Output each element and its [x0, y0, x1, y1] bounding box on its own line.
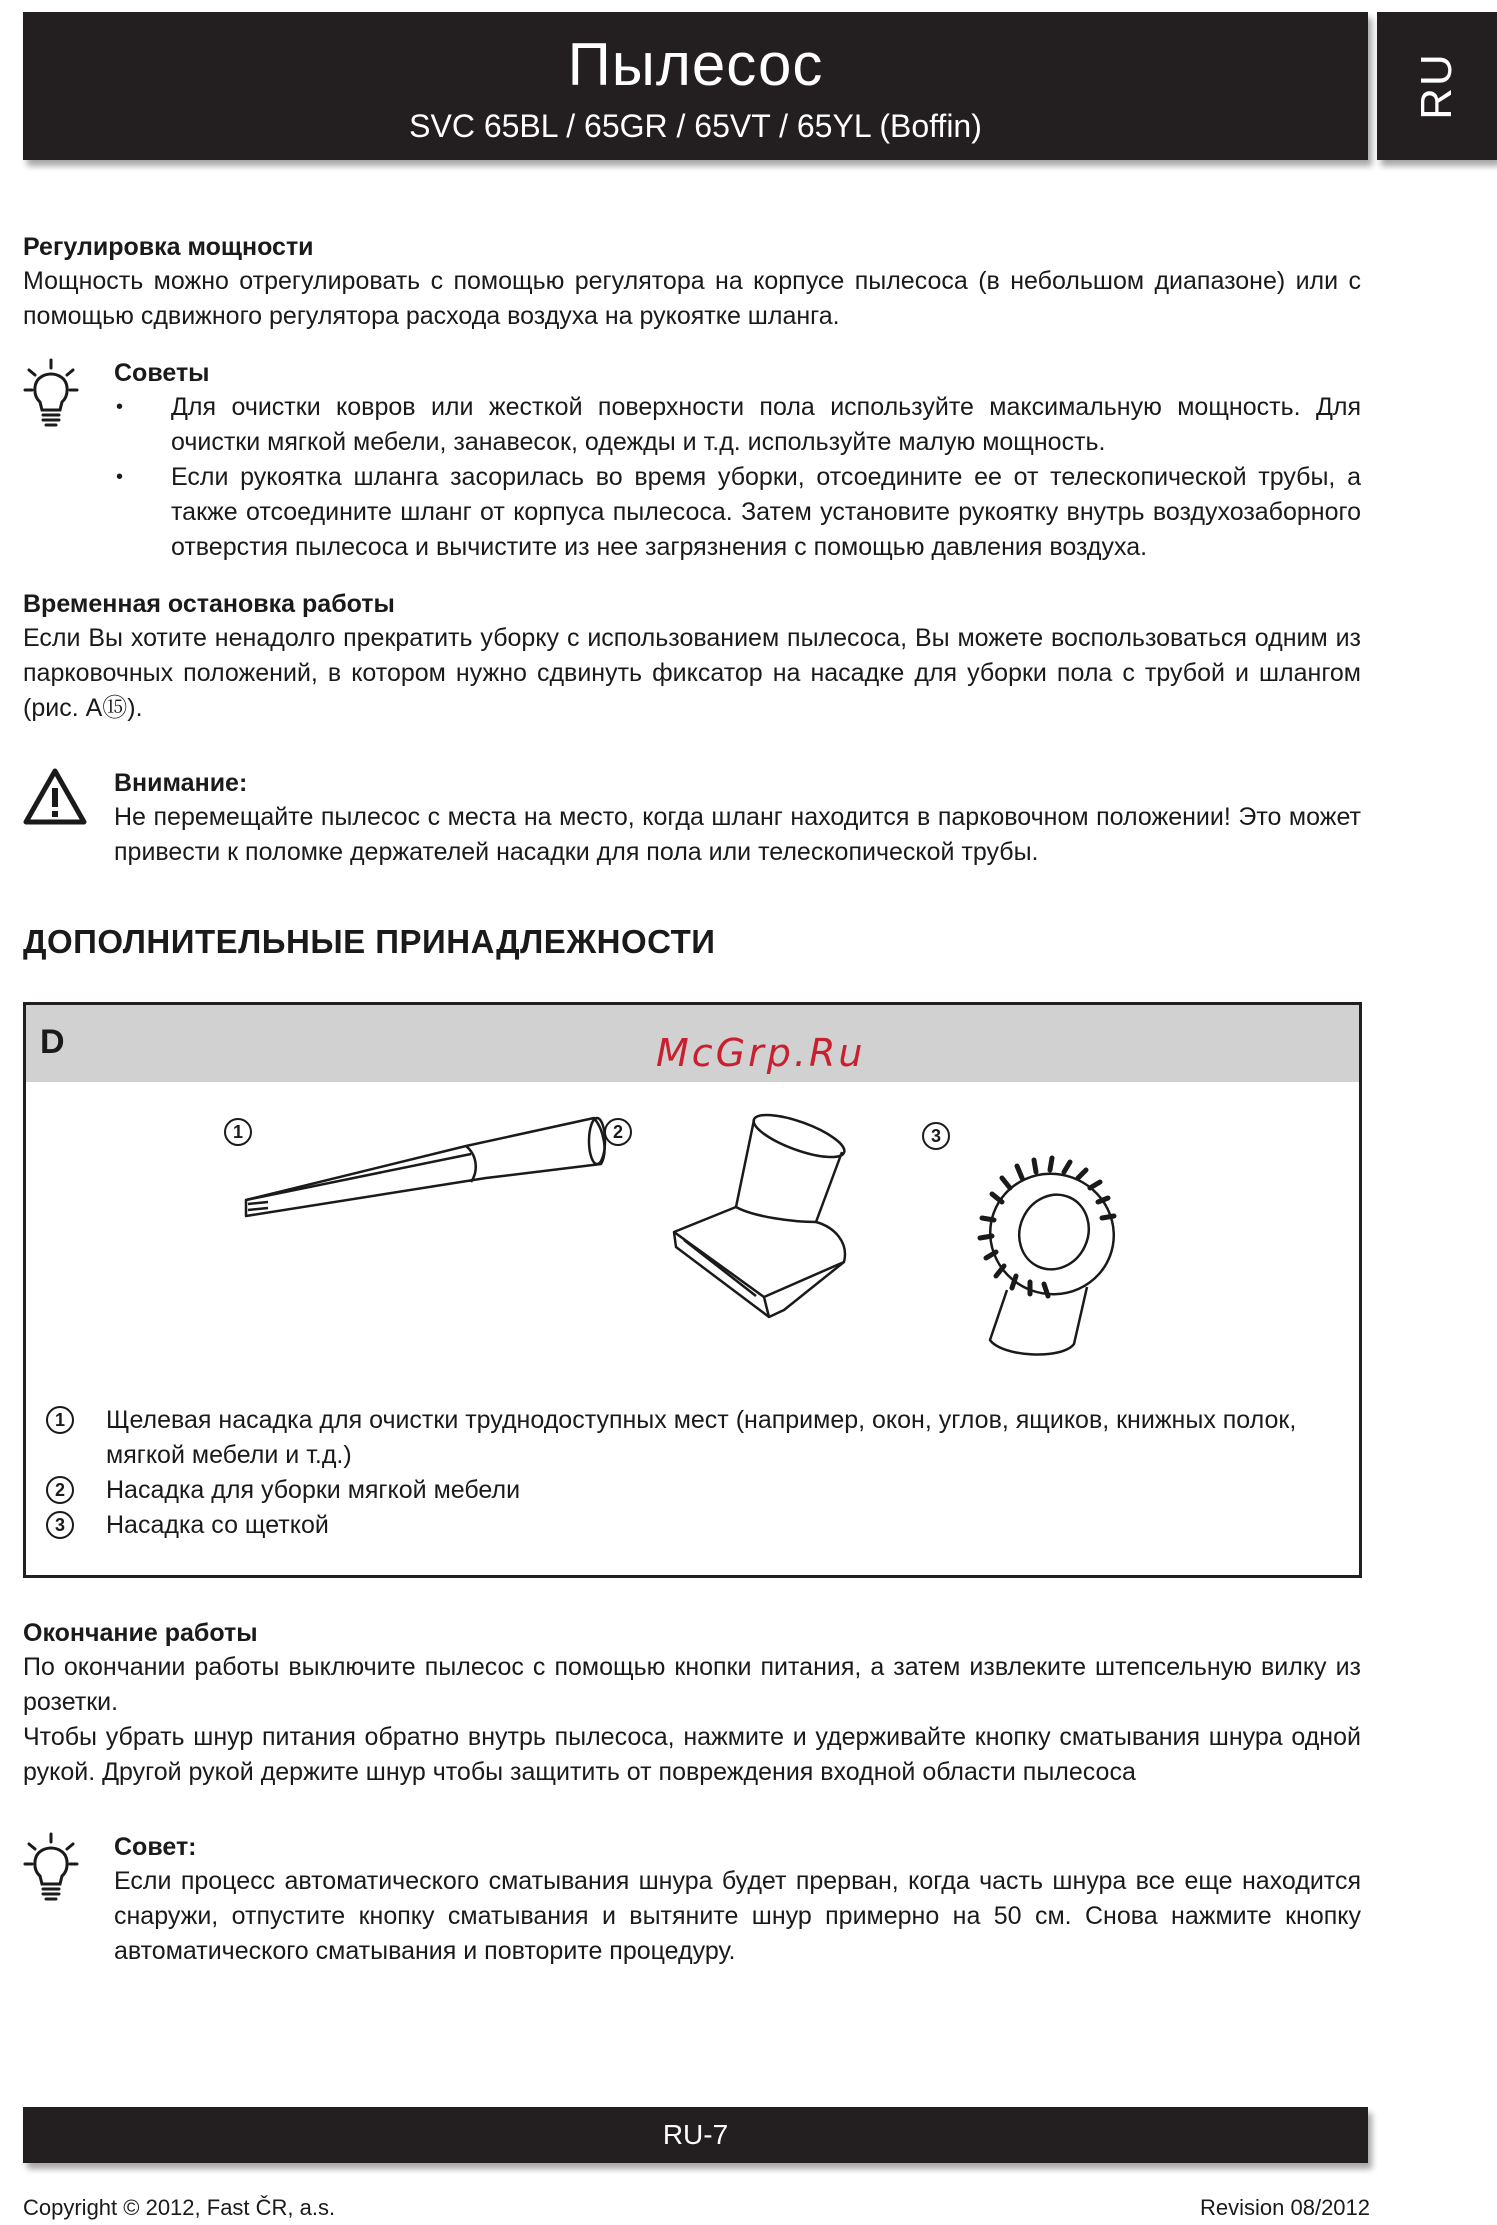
figure-images	[26, 1082, 1359, 1382]
legend-text: Щелевая насадка для очистки труднодоступных мест (например, окон, углов, ящиков, книжных полок, мягкой мебели и т.д.)	[106, 1406, 1297, 1469]
figure-letter: D	[40, 1023, 65, 1061]
page-number: RU-7	[662, 2119, 729, 2150]
legend-number: 3	[46, 1511, 74, 1539]
tips-list	[114, 390, 1361, 565]
language-label: RU	[1412, 52, 1461, 120]
warning-icon	[23, 768, 87, 826]
tips-heading: Советы	[114, 359, 210, 387]
lightbulb-icon	[23, 1832, 79, 1904]
page-number-bar	[23, 2107, 1368, 2163]
legend-row	[46, 1473, 1336, 1508]
figure-number: 1	[224, 1118, 252, 1146]
main-content	[23, 230, 1361, 1991]
legend-text: Насадка для уборки мягкой мебели	[106, 1476, 521, 1504]
pause-section	[23, 587, 1361, 726]
legend-row	[46, 1508, 1336, 1543]
list-item: • Для очистки ковров или жесткой поверхности пола используйте максимальную мощность. Для очистки мягкой мебели, занавесок, одежды и т.д. используйте малую мощность.	[114, 390, 1361, 460]
warning-text: Не перемещайте пылесос с места на место, когда шланг находится в парковочном положении! Это может привести к поломке держателей насадки для пола или телескопической трубы.	[114, 803, 1361, 866]
tip-heading: Совет:	[114, 1833, 197, 1861]
figure-number: 2	[604, 1118, 632, 1146]
legend-row	[46, 1403, 1336, 1473]
tip-text: Если процесс автоматического сматывания шнура будет прерван, когда часть шнура все еще находится снаружи, отпустите кнопку сматывания и вытяните шнур примерно на 50 см. Снова нажмите кнопку автоматического сматывания и повторите процедуру.	[114, 1867, 1361, 1965]
page-header	[23, 12, 1368, 160]
copyright: Copyright © 2012, Fast ČR, a.s.	[23, 2195, 336, 2220]
upholstery-nozzle-illustration	[644, 1112, 904, 1352]
legend-number: 2	[46, 1476, 74, 1504]
finish-text: Чтобы убрать шнур питания обратно внутрь пылесоса, нажмите и удерживайте кнопку сматывания шнура одной рукой. Другой рукой держите шнур чтобы защитить от повреждения входной области пылесоса	[23, 1723, 1361, 1786]
pause-text: Если Вы хотите ненадолго прекратить уборку с использованием пылесоса, Вы можете воспользоваться одним из парковочных положений, в котором нужно сдвинуть фиксатор на насадке для уборки пола с трубой и шлангом (рис. A⑮).	[23, 624, 1361, 722]
figure-number: 3	[922, 1122, 950, 1150]
finish-text: По окончании работы выключите пылесос с помощью кнопки питания, а затем извлеките штепсельную вилку из розетки.	[23, 1653, 1361, 1716]
brush-nozzle-illustration	[962, 1122, 1162, 1362]
list-item: • Если рукоятка шланга засорилась во время уборки, отсоедините ее от телескопической трубы, а также отсоедините шланг от корпуса пылесоса. Затем установите рукоятку внутрь воздухозаборного отверстия пылесоса и вычистите из нее загрязнения с помощью давления воздуха.	[114, 460, 1361, 565]
figure-legend	[46, 1403, 1336, 1543]
tip-section	[23, 1830, 1361, 1969]
power-section	[23, 230, 1361, 334]
pause-heading: Временная остановка работы	[23, 590, 395, 618]
warning-section	[23, 766, 1361, 870]
finish-section	[23, 1616, 1361, 1790]
power-text: Мощность можно отрегулировать с помощью регулятора на корпусе пылесоса (в небольшом диапазоне) или с помощью сдвижного регулятора расхода воздуха на рукоятке шланга.	[23, 267, 1361, 330]
power-heading: Регулировка мощности	[23, 233, 314, 261]
watermark: McGrp.Ru	[656, 1031, 866, 1075]
lightbulb-icon	[23, 358, 79, 430]
warning-heading: Внимание:	[114, 769, 248, 797]
tips-section	[23, 356, 1361, 565]
revision: Revision 08/2012	[1200, 2195, 1371, 2220]
legend-text: Насадка со щеткой	[106, 1511, 329, 1539]
accessories-figure	[23, 1002, 1362, 1578]
legend-number: 1	[46, 1406, 74, 1434]
finish-heading: Окончание работы	[23, 1619, 258, 1647]
accessories-title: ДОПОЛНИТЕЛЬНЫЕ ПРИНАДЛЕЖНОСТИ	[23, 923, 716, 960]
figure-header-bar	[26, 1005, 1359, 1082]
language-tab	[1377, 12, 1497, 160]
brush-bristles	[980, 1158, 1114, 1296]
model-subtitle: SVC 65BL / 65GR / 65VT / 65YL (Boffin)	[409, 108, 982, 144]
crevice-nozzle-illustration	[216, 1112, 616, 1232]
page-title: Пылесос	[567, 31, 824, 98]
